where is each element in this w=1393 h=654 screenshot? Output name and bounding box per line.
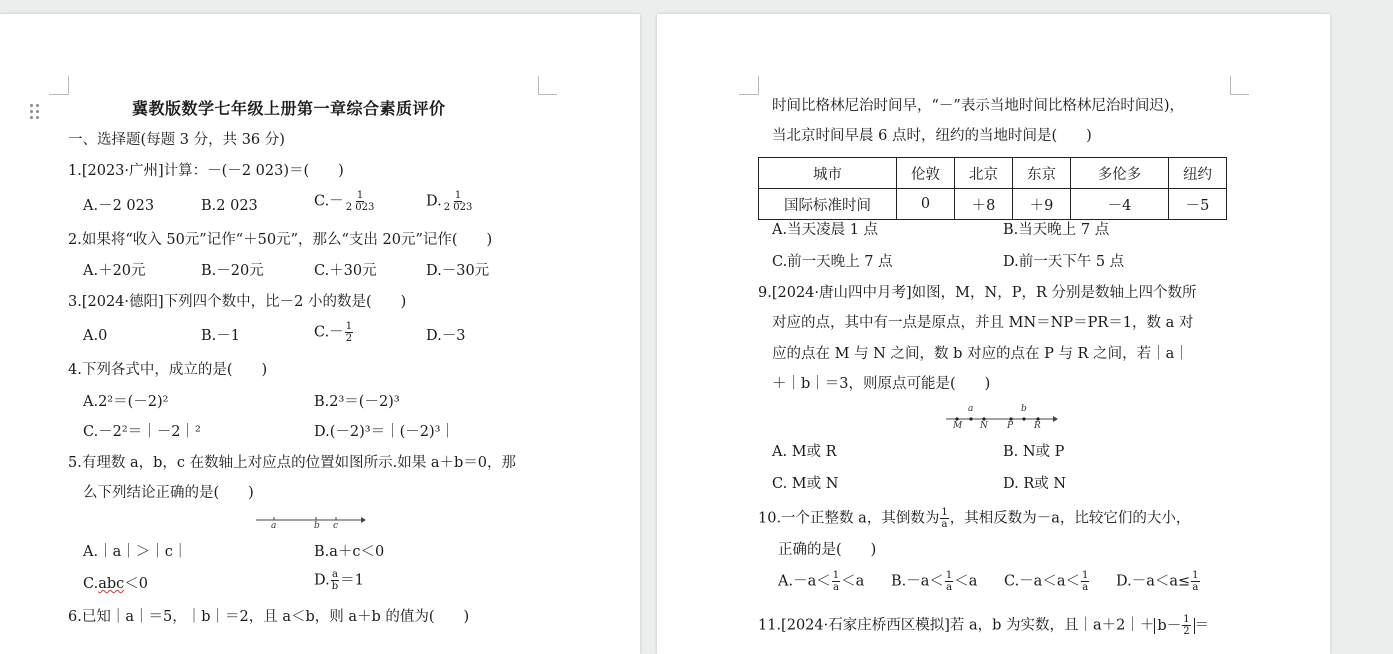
question-3-option-a: A.0	[83, 328, 108, 344]
question-1-stem: 1.[2023·广州]计算：－(－2 023)＝( )	[68, 163, 344, 179]
table-cell: 0	[897, 189, 955, 220]
question-4-option-d: D.(－2)³＝｜(－2)³｜	[314, 424, 455, 440]
table-row	[759, 189, 1227, 220]
table-cell: 多伦多	[1071, 158, 1169, 189]
crop-mark	[758, 76, 759, 95]
table-cell: 伦敦	[897, 158, 955, 189]
question-5-option-c: C.abc＜0	[83, 576, 148, 592]
crop-mark	[538, 94, 557, 95]
document-title: 冀教版数学七年级上册第一章综合素质评价	[132, 99, 446, 118]
spellcheck-underline: abc	[98, 576, 125, 592]
question-9-option-b: B. N或 P	[1003, 444, 1065, 460]
question-5-option-b: B.a＋c＜0	[314, 544, 385, 560]
question-3-option-b: B.－1	[201, 328, 240, 344]
question-8-stem-cont: 当北京时间早晨 6 点时，纽约的当地时间是( )	[772, 128, 1092, 144]
table-cell: 北京	[955, 158, 1013, 189]
crop-mark	[1230, 94, 1249, 95]
number-line-label: c	[333, 521, 339, 531]
question-5-option-a: A.｜a｜＞｜c｜	[83, 544, 188, 560]
number-line-label: a	[968, 404, 974, 414]
question-9-stem-cont: ＋｜b｜＝3，则原点可能是( )	[772, 376, 991, 392]
question-11-stem: 11.[2024·石家庄桥西区模拟]若 a，b 为实数，且｜a＋2｜＋ b－ $\frac{1}{2}$ ＝	[758, 614, 1210, 637]
question-10-option-c: C.－a＜a＜ $\frac{1}{a}$	[1004, 570, 1089, 593]
question-8-option-b: B.当天晚上 7 点	[1003, 222, 1110, 238]
question-4-option-c: C.－2²＝｜－2｜²	[83, 424, 201, 440]
question-8-option-d: D.前一天下午 5 点	[1003, 254, 1125, 270]
number-line-label: P	[1007, 421, 1014, 431]
table-cell: 国际标准时间	[759, 189, 897, 220]
question-9-stem-cont: 应的点在 M 与 N 之间，数 b 对应的点在 P 与 R 之间，若｜a｜	[772, 346, 1189, 362]
question-1-option-b: B.2 023	[201, 198, 258, 214]
question-3-stem: 3.[2024·德阳]下列四个数中，比－2 小的数是( )	[68, 294, 407, 310]
question-1-option-c: C.－ $\frac{1}{2 023}$	[314, 190, 375, 213]
question-3-option-d: D.－3	[426, 328, 466, 344]
crop-mark	[739, 94, 758, 95]
crop-mark	[1230, 76, 1231, 95]
table-cell: 东京	[1013, 158, 1071, 189]
crop-mark	[538, 76, 539, 95]
question-2-option-c: C.＋30元	[314, 263, 377, 279]
question-8-stem-cont: 时间比格林尼治时间早，“－”表示当地时间比格林尼治时间迟)，	[772, 98, 1184, 114]
question-9-option-d: D. R或 N	[1003, 476, 1067, 492]
number-line-label: b	[314, 521, 320, 531]
number-line-label: N	[980, 421, 988, 431]
question-2-option-b: B.－20元	[201, 263, 264, 279]
question-6-stem: 6.已知｜a｜＝5，｜b｜＝2，且 a＜b，则 a＋b 的值为( )	[68, 609, 470, 625]
number-line-label: a	[271, 521, 277, 531]
question-8-option-a: A.当天凌晨 1 点	[772, 222, 879, 238]
question-4-stem: 4.下列各式中，成立的是( )	[68, 362, 268, 378]
question-2-option-a: A.＋20元	[83, 263, 146, 279]
question-2-option-d: D.－30元	[426, 263, 490, 279]
question-4-option-a: A.2²＝(－2)²	[83, 394, 169, 410]
number-line-figure	[253, 512, 368, 532]
question-9-stem: 9.[2024·唐山四中月考]如图，M，N，P，R 分别是数轴上四个数所	[758, 285, 1197, 301]
question-1-option-d: D. $\frac{1}{2 023}$	[426, 190, 473, 213]
question-9-stem-cont: 对应的点，其中有一点是原点，并且 MN＝NP＝PR＝1，数 a 对	[772, 315, 1194, 331]
question-3-option-c: C.－ $\frac{1}{2}$	[314, 321, 353, 344]
section-heading: 一、选择题(每题 3 分，共 36 分)	[68, 132, 285, 148]
table-header-row	[759, 158, 1227, 189]
table-cell: －5	[1169, 189, 1227, 220]
question-10-option-a: A.－a＜ $\frac{1}{a}$ ＜a	[778, 570, 865, 593]
question-5-stem-cont: 么下列结论正确的是( )	[83, 485, 254, 501]
table-cell: ＋8	[955, 189, 1013, 220]
question-10-stem: 10.一个正整数 a，其倒数为 $\frac{1}{a}$ ，其相反数为－a，比较它们的大小，	[758, 507, 1191, 530]
number-line-label: R	[1034, 421, 1041, 431]
number-line-label: M	[953, 421, 963, 431]
question-5-option-d: D. $\frac{a}{b}$ ＝1	[314, 569, 364, 592]
number-line-label: b	[1021, 404, 1027, 414]
table-cell: 纽约	[1169, 158, 1227, 189]
table-cell: 城市	[759, 158, 897, 189]
question-9-option-a: A. M或 R	[772, 444, 837, 460]
question-10-stem-cont: 正确的是( )	[778, 542, 877, 558]
table-cell: ＋9	[1013, 189, 1071, 220]
question-4-option-b: B.2³＝(－2)³	[314, 394, 400, 410]
number-line-figure	[943, 404, 1063, 434]
crop-mark	[68, 76, 69, 95]
question-10-option-b: B.－a＜ $\frac{1}{a}$ ＜a	[891, 570, 978, 593]
question-10-option-d: D.－a＜a≤ $\frac{1}{a}$	[1116, 570, 1199, 593]
question-2-stem: 2.如果将“收入 50元”记作“＋50元”，那么“支出 20元”记作( )	[68, 232, 493, 248]
question-8-option-c: C.前一天晚上 7 点	[772, 254, 893, 270]
question-9-option-c: C. M或 N	[772, 476, 839, 492]
crop-mark	[49, 94, 68, 95]
drag-handle-icon[interactable]	[30, 104, 42, 122]
question-5-stem: 5.有理数 a，b，c 在数轴上对应点的位置如图所示.如果 a＋b＝0，那	[68, 455, 516, 471]
table-cell: －4	[1071, 189, 1169, 220]
timezone-table	[758, 157, 1227, 220]
question-1-option-a: A.－2 023	[83, 198, 155, 214]
